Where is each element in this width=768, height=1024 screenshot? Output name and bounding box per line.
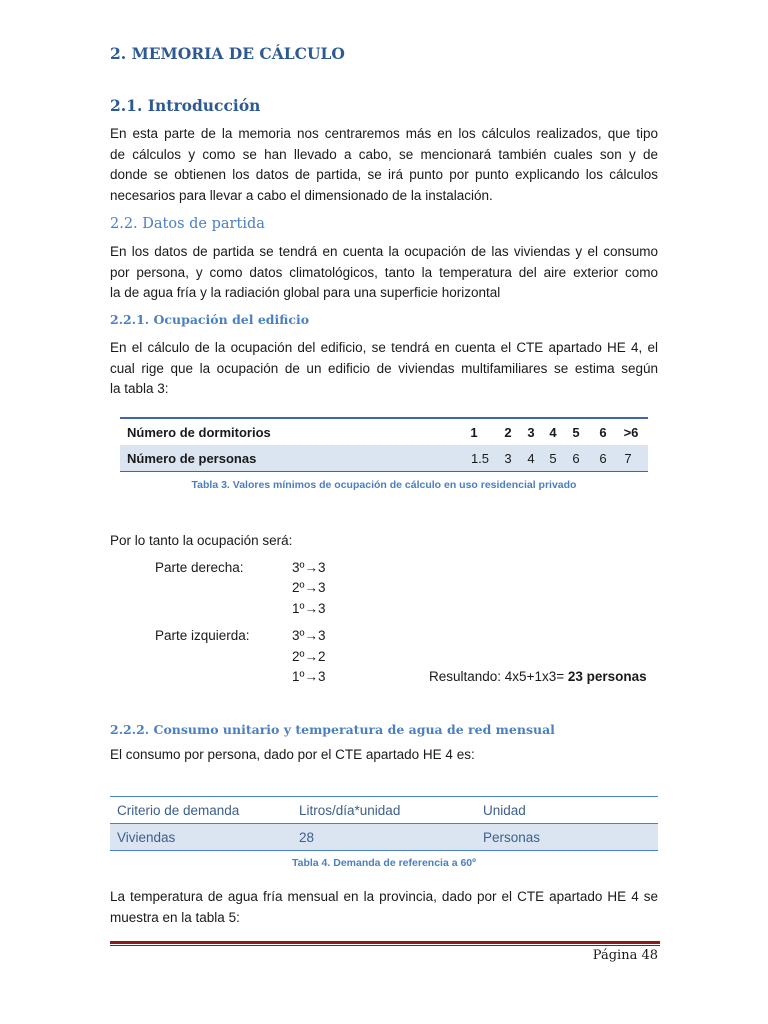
text-line: La temperatura de agua fría mensual en la provincia, dado por el CTE apartado HE 4 se: [110, 889, 658, 904]
piso: 2º: [292, 580, 305, 595]
arrow-right-icon: →: [304, 628, 318, 643]
footer-rule: [110, 941, 660, 944]
consumo-intro: El consumo por persona, dado por el CTE apartado HE 4 es:: [110, 747, 475, 762]
footer-rule-thin: [110, 945, 660, 946]
piso-line: [292, 601, 325, 616]
valor: 3: [317, 628, 326, 643]
table-cell: 1: [470, 424, 478, 440]
valor: 3: [317, 580, 326, 595]
text-line: cual rige que la ocupación de un edificio de viviendas multifamiliares se estima según: [110, 360, 658, 376]
table-header-row: [110, 797, 658, 823]
table-cell: Personas: [483, 829, 541, 845]
table-cell: 3: [504, 450, 512, 466]
text-line: En los datos de partida se tendrá en cuenta la ocupación de las viviendas y el consumo: [110, 244, 658, 259]
text-line: donde se obtienen los datos de partida, se irá punto por punto explicando los cálculos: [110, 167, 658, 182]
arrow-right-icon: →: [304, 601, 318, 616]
table-row-personas: [120, 445, 648, 472]
table-cell: 1.5: [470, 450, 490, 466]
subsubsection-heading-consumo: 2.2.2. Consumo unitario y temperatura de agua de red mensual: [110, 722, 555, 737]
text-line: muestra en la tabla 5:: [110, 909, 240, 925]
row-label: Número de dormitorios: [127, 424, 271, 440]
piso: 1º: [292, 601, 305, 616]
text-line: En el cálculo de la ocupación del edificio, se tendrá en cuenta el CTE apartado HE 4, el: [110, 340, 658, 355]
valor: 3: [317, 560, 326, 575]
valor: 3: [317, 669, 326, 684]
table-cell: 2: [504, 424, 512, 440]
piso-line: [292, 669, 325, 684]
table-cell: 5: [572, 424, 580, 440]
table-cell: 4: [549, 424, 557, 440]
text-line: la de agua fría y la radiación global para una superficie horizontal: [110, 285, 501, 300]
valor: 3: [317, 601, 326, 616]
table-cell: 3: [527, 424, 535, 440]
table-cell: Viviendas: [117, 829, 176, 845]
arrow-right-icon: →: [304, 560, 318, 575]
table-cell: 6: [572, 450, 580, 466]
arrow-right-icon: →: [304, 669, 318, 684]
piso: 2º: [292, 649, 305, 664]
table-cell: 7: [624, 450, 632, 466]
section-heading: 2. MEMORIA DE CÁLCULO: [110, 44, 345, 63]
piso-line: [292, 649, 325, 664]
subsection-heading-introduccion: 2.1. Introducción: [110, 96, 261, 115]
table-cell: >6: [623, 424, 639, 440]
piso: 3º: [292, 628, 305, 643]
table-cell: 6: [599, 450, 607, 466]
table-caption: Tabla 4. Demanda de referencia a 60º: [292, 857, 476, 869]
text-line: necesarios para llevar a cabo el dimensionado de la instalación.: [110, 187, 493, 203]
datos-paragraph: [110, 242, 658, 304]
text-line: En esta parte de la memoria nos centraremos más en los cálculos realizados, que tipo: [110, 126, 658, 141]
piso: 3º: [292, 560, 305, 575]
column-header: Unidad: [483, 802, 526, 818]
piso-line: [292, 580, 325, 595]
piso-line: [292, 628, 325, 643]
table-cell: 5: [549, 450, 557, 466]
piso: 1º: [292, 669, 305, 684]
text-line: la tabla 3:: [110, 381, 169, 396]
ocupacion-intro: Por lo tanto la ocupación será:: [110, 533, 293, 548]
subsubsection-heading-ocupacion: 2.2.1. Ocupación del edificio: [110, 312, 310, 327]
intro-paragraph: [110, 124, 658, 206]
column-header: Litros/día*unidad: [299, 802, 401, 818]
page-number: Página 48: [592, 948, 658, 963]
table-row-dormitorios: [120, 419, 648, 445]
subsection-heading-datos: 2.2. Datos de partida: [110, 216, 265, 232]
arrow-right-icon: →: [304, 580, 318, 595]
arrow-right-icon: →: [304, 649, 318, 664]
table-ocupacion: [120, 417, 648, 472]
text-line: de cálculos y como se han llevado a cabo, se mencionará también cuales son y de: [110, 146, 658, 162]
table-cell: 28: [299, 829, 315, 845]
parte-derecha-label: Parte derecha:: [155, 560, 244, 575]
column-header: Criterio de demanda: [117, 802, 240, 818]
text-line: por persona, y como datos climatológicos, tanto la temperatura del aire exterior como: [110, 264, 658, 280]
table-cell: 4: [527, 450, 535, 466]
resultado-total: 23 personas: [567, 669, 647, 684]
piso-line: [292, 560, 325, 575]
table-caption: Tabla 3. Valores mínimos de ocupación de cálculo en uso residencial privado: [191, 479, 577, 491]
resultado-text: Resultando: 4x5+1x3=: [429, 669, 568, 684]
table-demanda: [110, 796, 658, 851]
table-row: [110, 823, 658, 851]
row-label: Número de personas: [127, 450, 257, 466]
resultado-line: [429, 669, 647, 684]
table-cell: 6: [599, 424, 607, 440]
valor: 2: [317, 649, 326, 664]
temperatura-paragraph: [110, 887, 658, 928]
parte-izquierda-label: Parte izquierda:: [155, 628, 250, 643]
ocupacion-paragraph: [110, 338, 658, 400]
